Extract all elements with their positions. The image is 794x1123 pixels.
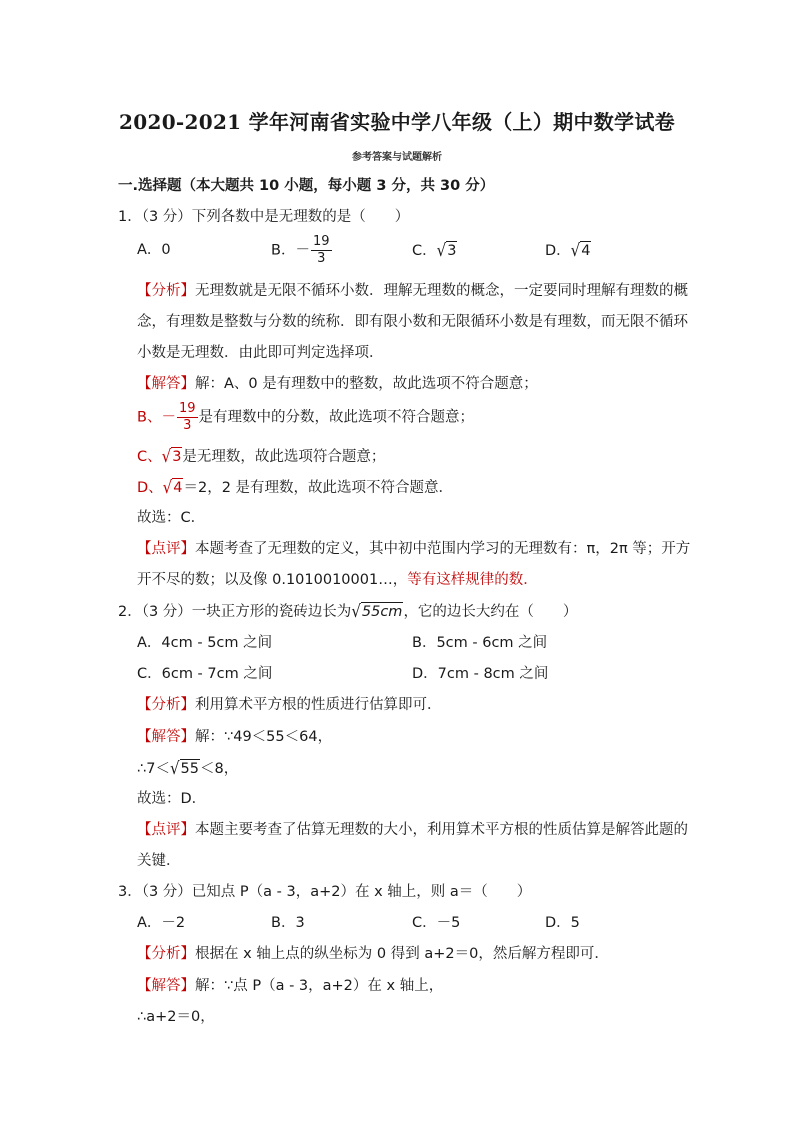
q2-analysis (137, 695, 442, 715)
q1-analysis-tag: 【分析】 (137, 283, 195, 299)
page-title: 2020-2021 学年河南省实验中学八年级（上）期中数学试卷 (119, 110, 675, 134)
q1-comment-line1 (137, 539, 690, 559)
q2-comment-tag: 【点评】 (137, 822, 195, 838)
q1-answer-d-radicand: 4 (173, 480, 183, 496)
q1-comment-text1: 本题考查了无理数的定义，其中初中范围内学习的无理数有：π，2π 等；开方 (195, 541, 691, 557)
q2-stem-prefix: 2．（3 分）一块正方形的瓷砖边长为 (118, 604, 352, 620)
q2-answer-text1: 解：∵49＜55＜64， (195, 729, 333, 745)
q1-option-c (412, 240, 457, 261)
q1-answer-b-denominator: 3 (183, 418, 192, 433)
q1-option-b-fraction (311, 234, 332, 267)
sqrt-icon: √ (162, 476, 173, 498)
q2-stem-radicand: 55cm (361, 604, 403, 620)
q2-answer-line2 (137, 758, 238, 779)
q1-option-a: A．0 (137, 242, 171, 258)
q2-answer-l2-radicand: 55 (180, 761, 199, 777)
q1-answer-b-fraction (177, 401, 198, 434)
q3-analysis-tag: 【分析】 (137, 946, 195, 962)
q1-option-d (545, 240, 591, 261)
q1-answer-c-prefix: C、 (137, 449, 162, 465)
q1-analysis-text1: 无理数就是无限不循环小数．理解无理数的概念，一定要同时理解有理数的概 (195, 283, 688, 299)
q3-answer-line1 (137, 976, 443, 996)
q1-answer-text1: 解：A、0 是有理数中的整数，故此选项不符合题意； (195, 376, 538, 392)
q1-answer-c-text: 是无理数，故此选项符合题意； (182, 449, 386, 465)
q1-answer-d-prefix: D、 (137, 480, 163, 496)
q1-comment-line2 (137, 570, 538, 590)
q2-option-a: A．4cm - 5cm 之间 (137, 635, 273, 651)
section-heading: 一.选择题（本大题共 10 小题，每小题 3 分，共 30 分） (118, 178, 495, 194)
q1-option-b-numerator: 19 (312, 234, 330, 249)
sqrt-icon: √ (570, 239, 581, 261)
q1-analysis-line3: 小数是无理数．由此即可判定选择项． (137, 345, 384, 361)
q1-answer-line1 (137, 374, 538, 394)
q3-answer-tag: 【解答】 (137, 978, 195, 994)
q2-option-b: B．5cm - 6cm 之间 (412, 635, 548, 651)
q2-answer-l2-prefix: ∴7＜ (137, 761, 170, 777)
q2-analysis-text: 利用算术平方根的性质进行估算即可． (195, 697, 442, 713)
q3-option-c: C．－5 (412, 915, 461, 931)
q2-stem (118, 601, 577, 622)
sqrt-icon: √ (436, 239, 447, 261)
q3-stem: 3．（3 分）已知点 P（a - 3，a+2）在 x 轴上，则 a＝（ ） (118, 884, 532, 900)
q1-comment-tag: 【点评】 (137, 541, 195, 557)
sqrt-icon: √ (169, 757, 180, 779)
sqrt-icon: √ (351, 600, 361, 622)
q1-option-d-radicand: 4 (581, 243, 591, 259)
q1-option-b-denominator: 3 (317, 251, 326, 266)
q1-answer-line-c (137, 446, 385, 467)
q2-comment-text1: 本题主要考查了估算无理数的大小，利用算术平方根的性质估算是解答此题的 (195, 822, 688, 838)
q1-answer-line-b (137, 401, 474, 434)
q1-answer-b-numerator: 19 (178, 401, 196, 416)
q1-comment-text2b: 等有这样规律的数． (407, 572, 538, 588)
q3-option-b: B．3 (271, 915, 305, 931)
q2-answer-l2-suffix: ＜8， (199, 761, 239, 777)
q3-answer-line2: ∴a+2＝0， (137, 1009, 215, 1025)
q2-answer-line1 (137, 727, 332, 747)
q1-option-b-prefix: B．－ (271, 242, 310, 259)
sqrt-icon: √ (161, 445, 172, 467)
q2-comment-line2: 关键． (137, 853, 181, 869)
q1-analysis-line2: 念，有理数是整数与分数的统称．即有限小数和无限循环小数是有理数，而无限不循环 (137, 314, 688, 330)
q1-answer-tag: 【解答】 (137, 376, 195, 392)
q1-option-c-radicand: 3 (447, 243, 457, 259)
q1-option-d-prefix: D． (545, 243, 571, 259)
q2-choose: 故选：D． (137, 791, 207, 807)
q1-answer-c-radicand: 3 (172, 449, 182, 465)
q2-stem-suffix: ，它的边长大约在（ ） (403, 604, 578, 620)
q2-option-c: C．6cm - 7cm 之间 (137, 666, 273, 682)
page-subtitle: 参考答案与试题解析 (352, 152, 442, 163)
q2-answer-tag: 【解答】 (137, 729, 195, 745)
q1-answer-b-text: 是有理数中的分数，故此选项不符合题意； (198, 409, 474, 426)
q1-option-c-prefix: C． (412, 243, 437, 259)
q1-comment-text2a: 开不尽的数；以及像 0.1010010001…， (137, 572, 408, 588)
q3-option-a: A．－2 (137, 915, 186, 931)
q3-analysis (137, 944, 609, 964)
q2-analysis-tag: 【分析】 (137, 697, 195, 713)
q1-analysis-line1 (137, 281, 688, 301)
q1-stem: 1．（3 分）下列各数中是无理数的是（ ） (118, 209, 410, 225)
q1-answer-d-text: ＝2，2 是有理数，故此选项不符合题意． (183, 480, 454, 496)
q2-comment-line1 (137, 820, 688, 840)
q3-answer-text1: 解：∵点 P（a - 3，a+2）在 x 轴上， (195, 978, 444, 994)
q3-option-d: D．5 (545, 915, 580, 931)
q3-analysis-text: 根据在 x 轴上点的纵坐标为 0 得到 a+2＝0，然后解方程即可． (195, 946, 609, 962)
q1-answer-line-d (137, 477, 453, 498)
q1-answer-b-prefix: B、－ (137, 409, 176, 426)
q1-choose: 故选：C． (137, 510, 206, 526)
q2-option-d: D．7cm - 8cm 之间 (412, 666, 549, 682)
q1-option-b (271, 234, 333, 267)
